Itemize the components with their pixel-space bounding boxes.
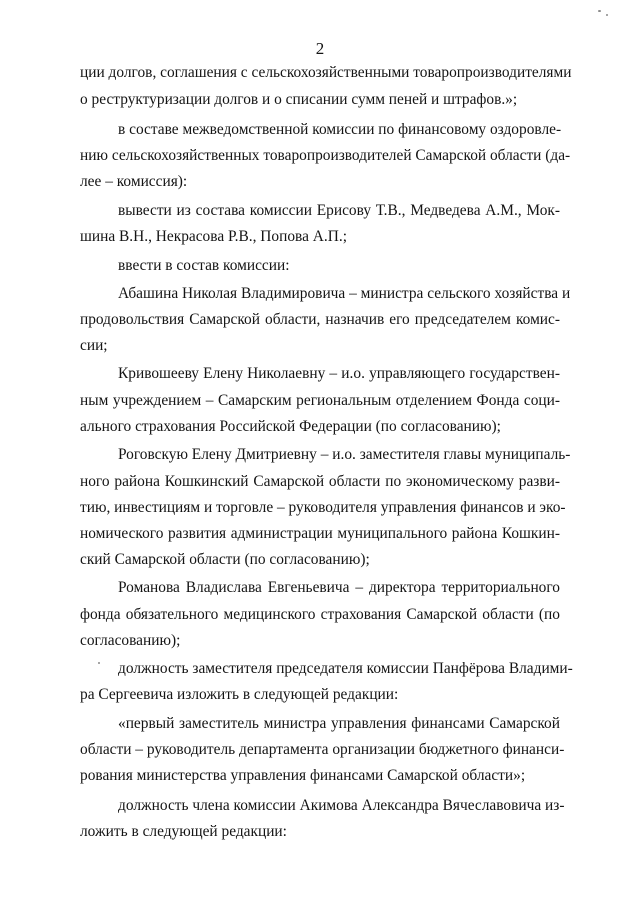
- text-line: нию сельскохозяйственных товаропроизводителей Самарской области (да-: [80, 147, 571, 164]
- text-line: области – руководитель департамента организации бюджетного финанси-: [80, 741, 565, 758]
- text-line: вывести из состава комиссии Ерисову Т.В., Медведева А.М., Мок-: [118, 202, 560, 219]
- text-line: «первый заместитель министра управления финансами Самарской: [118, 715, 560, 732]
- scan-speck: [98, 662, 100, 664]
- text-line: ального страхования Российской Федерации (по согласованию);: [80, 418, 501, 435]
- text-line: сии;: [80, 337, 108, 354]
- text-line: в составе межведомственной комиссии по финансовому оздоровле-: [118, 121, 562, 138]
- text-line: ский Самарской области (по согласованию);: [80, 551, 370, 568]
- text-line: Роговскую Елену Дмитриевну – и.о. заместителя главы муниципаль-: [118, 446, 571, 463]
- text-line: лее – комиссия):: [80, 173, 188, 190]
- text-line: ным учреждением – Самарским региональным отделением Фонда соци-: [80, 392, 560, 409]
- text-line: о реструктуризации долгов и о списании сумм пеней и штрафов.»;: [80, 91, 518, 108]
- text-line: шина В.Н., Некрасова Р.В., Попова А.П.;: [80, 228, 347, 245]
- text-line: рования министерства управления финансами Самарской области»;: [80, 767, 526, 784]
- text-line: должность заместителя председателя комиссии Панфёрова Владими-: [118, 660, 573, 677]
- text-line: ввести в состав комиссии:: [118, 257, 290, 274]
- text-line: согласованию);: [80, 632, 181, 649]
- scan-speck: [598, 10, 601, 12]
- text-line: тию, инвестициям и торговле – руководителя управления финансов и эко-: [80, 499, 566, 516]
- text-line: должность члена комиссии Акимова Александра Вячеславовича из-: [118, 797, 565, 814]
- text-line: номического развития администрации муниципального района Кошкин-: [80, 525, 560, 542]
- text-line: ра Сергеевича изложить в следующей редакции:: [80, 686, 399, 703]
- text-line: Романова Владислава Евгеньевича – директора территориального: [118, 579, 560, 596]
- text-line: ного района Кошкинский Самарской области по экономическому разви-: [80, 473, 560, 490]
- text-line: продовольствия Самарской области, назначив его председателем комис-: [80, 311, 560, 328]
- text-line: фонда обязательного медицинского страхования Самарской области (по: [80, 606, 560, 623]
- text-line: ложить в следующей редакции:: [80, 823, 287, 840]
- text-line: ции долгов, соглашения с сельскохозяйственными товаропроизводителями: [80, 64, 572, 81]
- text-line: Кривошееву Елену Николаевну – и.о. управляющего государствен-: [118, 365, 560, 382]
- page-number: 2: [315, 39, 325, 58]
- text-line: Абашина Николая Владимировича – министра сельского хозяйства и: [118, 285, 571, 302]
- scan-speck: [606, 14, 608, 16]
